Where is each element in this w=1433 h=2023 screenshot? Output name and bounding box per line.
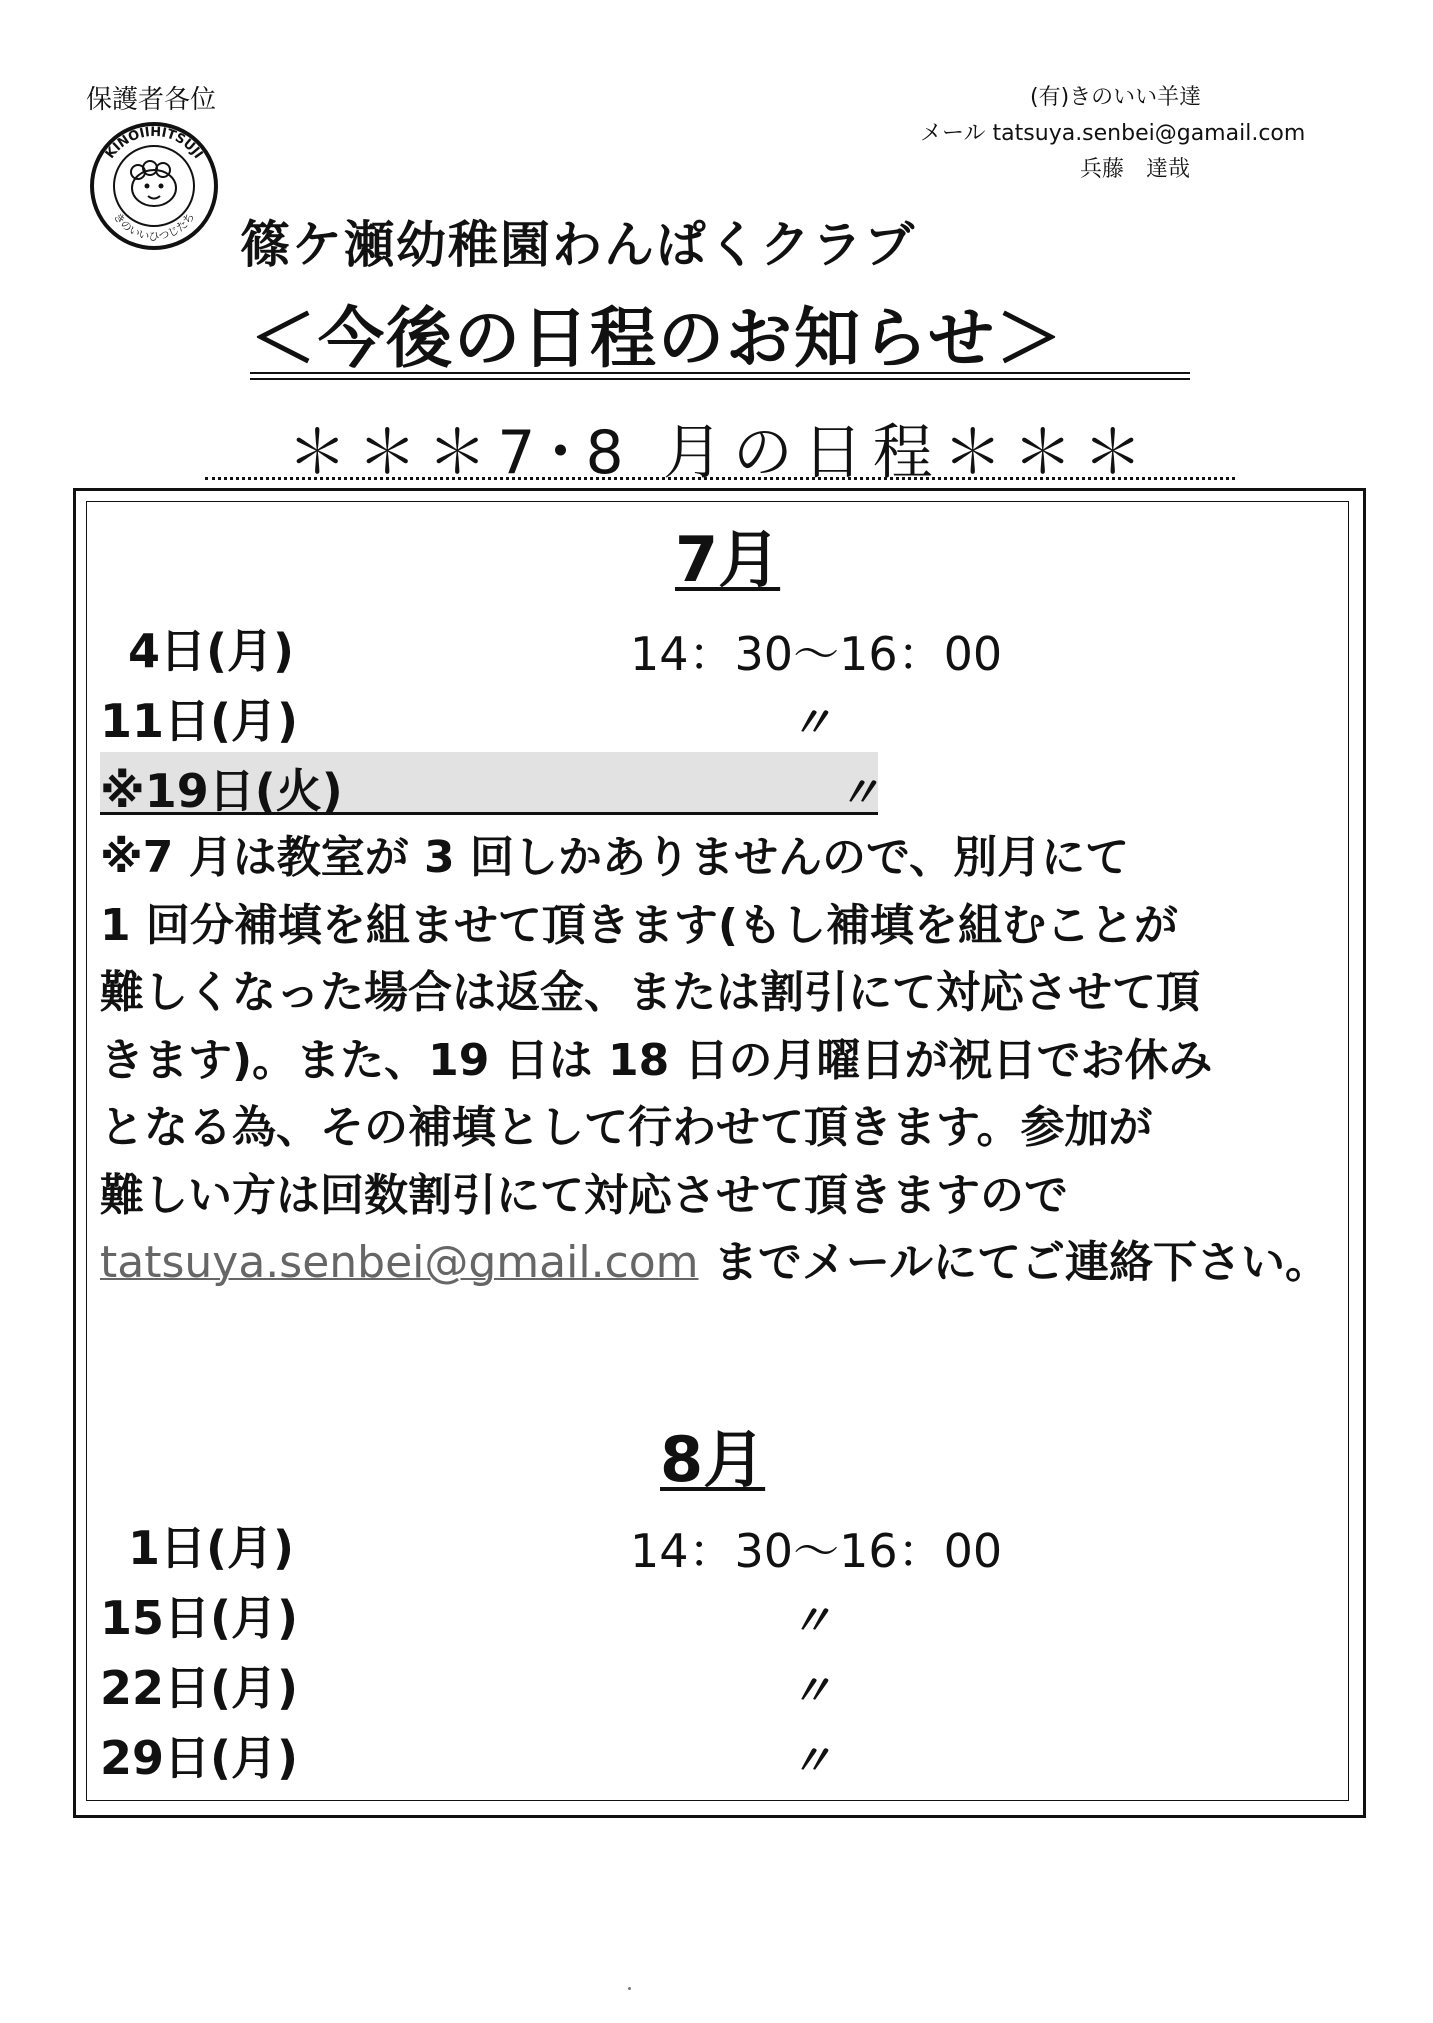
month-heading-july: 7月 [675, 523, 781, 596]
august-ditto-4: 〃 [790, 1736, 833, 1785]
july-note [100, 824, 1345, 1297]
title-underline-2 [250, 378, 1190, 380]
note-line: 難しい方は回数割引にて対応させて頂きますので [100, 1169, 1068, 1221]
logo-sheep-icon [88, 120, 220, 252]
page-title: ＜今後の日程のお知らせ＞ [250, 300, 1065, 377]
company-name: (有)きのいい羊達 [1030, 85, 1202, 110]
month-heading-august: 8月 [660, 1423, 766, 1496]
subtitle: ＊＊＊7･8 月の日程＊＊＊ [287, 418, 1153, 488]
school-name: 篠ケ瀬幼稚園わんぱくクラブ [240, 216, 916, 274]
august-date-1: 1日(月) [128, 1521, 295, 1575]
august-ditto-2: 〃 [790, 1596, 833, 1645]
svg-text:KINOIIHITSUJI [103, 125, 206, 162]
note-line-last [100, 1229, 1345, 1297]
logo-ring-text: KINOIIHITSUJI [102, 124, 206, 162]
subtitle-dotted-rule [205, 477, 1235, 480]
note-line: 難しくなった場合は返金、または割引にて対応させて頂 [100, 967, 1200, 1018]
july-date-3: ※19日(火) [100, 764, 343, 818]
july-date-2: 11日(月) [100, 694, 299, 748]
july-date-1: 4日(月) [128, 624, 295, 678]
note-line: 1 回分補填を組ませて頂きます(もし補填を組むことが [100, 899, 1179, 951]
august-date-4: 29日(月) [100, 1731, 299, 1785]
august-time-1: 14：30～16：00 [630, 1524, 1003, 1578]
july-ditto-2: 〃 [790, 698, 833, 747]
scan-speck [628, 1987, 631, 1990]
sender-block [920, 80, 1340, 188]
contact-email-link[interactable]: tatsuya.senbei@gmail.com [100, 1237, 699, 1288]
note-line: きます)。また、19 日は 18 日の月曜日が祝日でお休み [100, 1034, 1213, 1086]
sender-person: 兵藤 達哉 [1080, 157, 1191, 182]
august-ditto-3: 〃 [790, 1666, 833, 1715]
july-ditto-3: 〃 [838, 768, 881, 817]
title-underline [250, 372, 1190, 374]
august-date-3: 22日(月) [100, 1661, 299, 1715]
note-line: ※7 月は教室が 3 回しかありませんので、別月にて [100, 832, 1130, 883]
recipient: 保護者各位 [86, 85, 217, 115]
note-tail: までメールにてご連絡下さい。 [713, 1237, 1329, 1288]
sender-email: メール tatsuya.senbei@gamail.com [920, 121, 1306, 146]
july-time-1: 14：30～16：00 [630, 627, 1003, 681]
logo-bottom-text: きのいいひつじたち [110, 210, 198, 243]
august-date-2: 15日(月) [100, 1591, 299, 1645]
note-line: となる為、その補填として行わせて頂きます。参加が [100, 1102, 1153, 1153]
